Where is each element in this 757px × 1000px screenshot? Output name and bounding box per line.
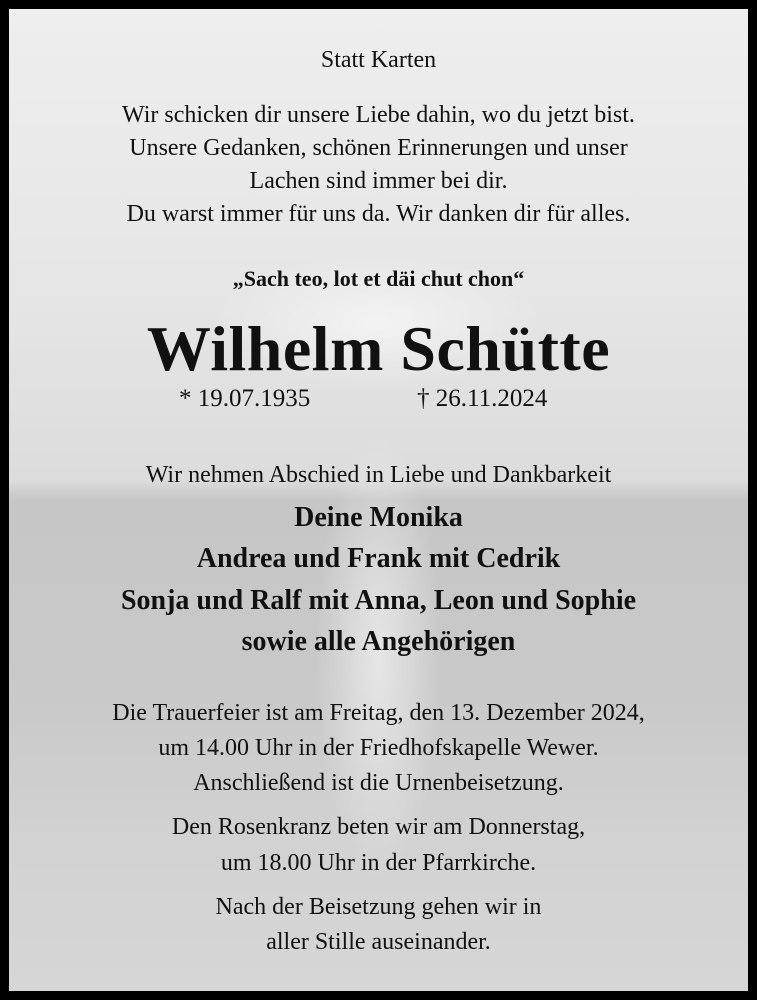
poem-line: Wir schicken dir unsere Liebe dahin, wo du jetzt bist. <box>122 102 635 128</box>
family-line: sowie alle Angehörigen <box>241 626 516 657</box>
motto-quote: „Sach teo, lot et däi chut chon“ <box>232 266 525 291</box>
service-line: um 14.00 Uhr in der Friedhofskapelle Wewer. <box>158 735 599 761</box>
poem-line: Lachen sind immer bei dir. <box>249 168 508 194</box>
birth-date: * 19.07.1935 <box>179 385 311 412</box>
poem-line: Du warst immer für uns da. Wir danken dir für alles. <box>126 201 631 227</box>
closing-line: Nach der Beisetzung gehen wir in <box>215 894 542 920</box>
family-line: Andrea und Frank mit Cedrik <box>196 543 561 574</box>
death-date: † 26.11.2024 <box>417 385 548 412</box>
rosary-line: Den Rosenkranz beten wir am Donnerstag, <box>171 814 586 840</box>
deceased-name: Wilhelm Schütte <box>146 313 611 384</box>
closing-line: aller Stille auseinander. <box>266 929 491 955</box>
rosary-line: um 18.00 Uhr in der Pfarrkirche. <box>220 850 537 876</box>
header-statt-karten: Statt Karten <box>320 47 437 73</box>
farewell-line: Wir nehmen Abschied in Liebe und Dankbarkeit <box>145 462 612 488</box>
poem-line: Unsere Gedanken, schönen Erinnerungen und unser <box>129 135 628 161</box>
obituary-notice <box>9 9 748 991</box>
family-line: Sonja und Ralf mit Anna, Leon und Sophie <box>120 585 637 616</box>
family-line: Deine Monika <box>294 502 463 533</box>
service-line: Anschließend ist die Urnenbeisetzung. <box>193 770 564 796</box>
service-line: Die Trauerfeier ist am Freitag, den 13. Dezember 2024, <box>112 700 645 726</box>
